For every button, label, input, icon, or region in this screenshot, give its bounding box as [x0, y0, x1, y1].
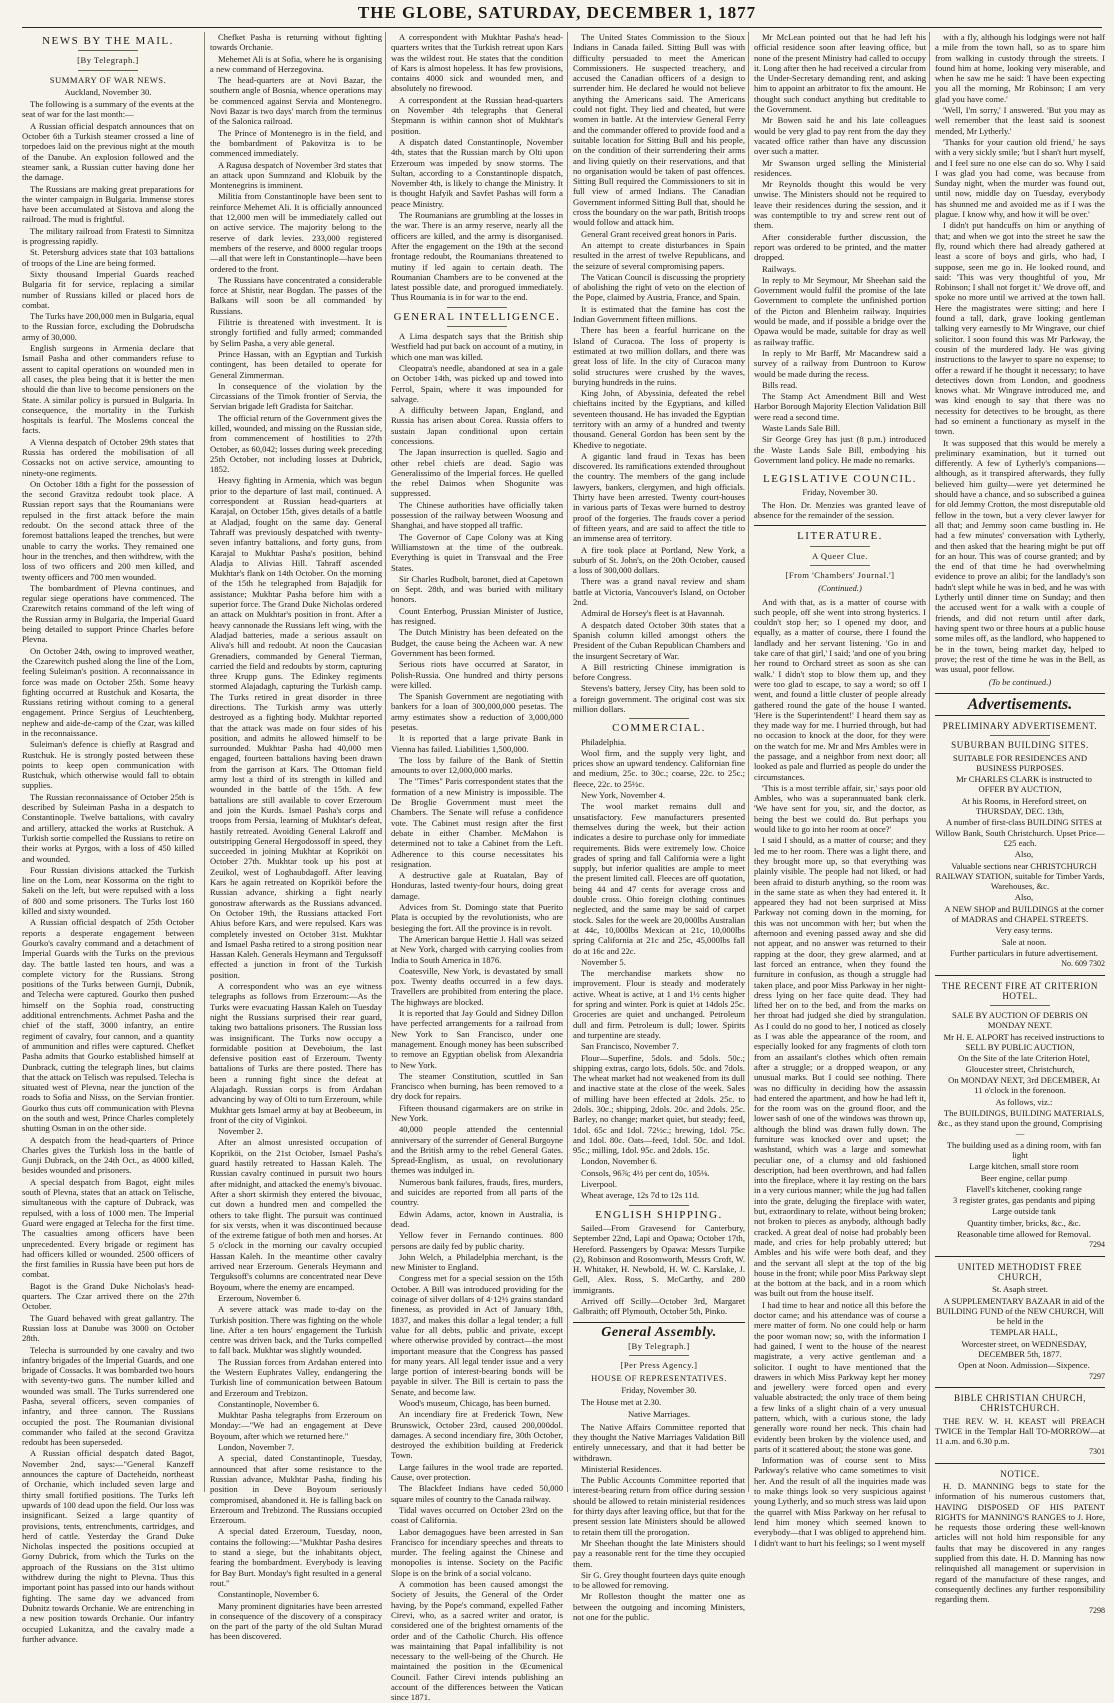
dateline: Auckland, November 30.: [64, 86, 152, 97]
paragraph: The United States Commission to the Sioux Indians in Canada failed. Sitting Bull was with difficulty persuaded to meet the American Commissioners. He suspected treachery, and accused the Canadian officers of a design to surrender him. He declared he would not believe anything the Americans said. The Americans could not fight. They lied and cheated, but were women in battle. At the interview General Ferry and the commander offered to provide food and a suitable location for Sitting Bull and his people, on the condition of their surrendering their arms and living quietly on their reservations, and that no organisation would be taken of past offences. Sitting Bull required the Commissioners to sit in full view of armed Indians. The Canadian Government informed Sitting Bull that, should he cross the boundary on the war path, British troops would follow and attack him.: [573, 32, 745, 228]
paragraph: Open at Noon. Admission—Sixpence.: [958, 1360, 1090, 1371]
paragraph: On October 18th a fight for the possession of the second Gravitza redoubt took place. A Russian report says that the Roumanians were repulsed in the first attack before the main redoubt. On the second attack three of the foremost battalions leaped the trenches, but were unable to carry the works. They remained one hour in the trenches, and then withdrew, with the loss of two officers and 200 men killed, and twenty officers and 700 men wounded.: [22, 478, 194, 582]
paragraph: Wood's museum, Chicago, has been burned.: [399, 1398, 551, 1408]
paragraph: The Prince of Montenegro is in the field, and the bombardment of Pakovitza is to be commenced immediately.: [210, 127, 382, 159]
paragraph: It was supposed that this would be merely a preliminary examination, but it turned out differently. A few of Lytherly's companions—although, as it transpired afterwards, they fully believed him guilty—were yet determined he should have a chance, and so subscribed a guinea for old Jemmy Crotton, the most disreputable old fellow in the town, but a very clever lawyer for all that; and Jemmy soon came bustling in. He had a few minutes' conversation with Lytherly, and then asked that the hearing might be put off for an hour. This was of course granted; and by the end of that time he had overwhelming evidence to prove an alibi; for the landlady's son hadn't slept while he was in bed, and he was with Lytherly until dinner time on Sunday; and then the accused went for a walk with a couple of friends, and did not return until after dark, having spent two or three hours at a public house some miles off, as the landlord, who happened to be in the town, being market day, helped to prove; the rest of the time he was in the Bell, as was usual, poor fellow.: [935, 437, 1105, 675]
paragraph: The official return of the Government gives the killed, wounded, and missing on the Russian side, from commencement of hostilities to 27th October, as 60,042; losses during week preceding 25th October, not including losses at Dubrick, 1852.: [210, 412, 382, 475]
paragraph: The American barque Hettie J. Hall was seized at New York, charged with carrying coolies from India to South America in 1876.: [391, 933, 563, 965]
column-5: [748, 32, 926, 1548]
divider: [629, 1205, 689, 1206]
paragraph: Worcester street, on WEDNESDAY, DECEMBER 5th, 1877.: [961, 1338, 1087, 1360]
divider: [990, 735, 1050, 736]
paragraph: Flavell's kitchener, cooking range: [966, 1183, 1082, 1194]
paragraph: 3 register grates, gas pendants and piping: [953, 1195, 1095, 1206]
paragraph: I said I should, as a matter of course; and they led me to her room. There was a light there, and they brought more up, so that everything was plainly visible. The people had not liked, or had been afraid to disturb anything, so the room was in the same state as when they had entered it. It appeared they had not been surprised at Miss Parkway not coming down in the morning, for this was not uncommon with her; but when the afternoon and evening passed away and she did not appear, and no answer was returned to their rapping at the door, they grew alarmed, and at last forced an entrance, when they found the furniture in confusion, as though a struggle had taken place, and poor Miss Parkway in her night-dress lying on her face quite dead. They had lifted her on to the bed, and from the marks on her throat had judged she died by strangulation. As I could do no good to her, I noticed as closely as I was able the appearance of the room, and especially looked for any fragments of cloth torn from an assailant's clothes which often remain after a struggle; or a dropped weapon, or any unusual marks. But I could see nothing. There was no difficulty in deciding how the assassin had entered the apartment, and how he had left it, for the room was on the ground floor, and the lower sash of one of the windows was thrown up, although the blind was drawn fully down. The furniture was knocked over and upset; the washstand, which was a large and somewhat peculiar one, of a clumsy and old fashioned description, had been overthrown, and had fallen into the fireplace, where it lay resting on the bars in a very curious manner; while the jug had fallen into the grate, deluging the fireplace with water, but, extraordinary to relate, without being broken; not broken to pieces as anybody, although badly cracked. A great deal of noise had probably been made, and cries for help probably uttered; but Ambles and his wife were both deaf, and they and the servant all slept at the top of the big house in the front; while poor Miss Parkway slept at the bottom at the back, and in a room which was built out from the house itself.: [754, 835, 926, 1299]
paragraph: Militia from Constantinople have been sent to reinforce Mehemet Ali. It is officially announced that 12,000 men will be immediately called out on active service. The majority belong to the reserve of dark levies. 233,000 registered members of the reserve, and 8000 regular troops—all that were left in Constantinople—have been ordered to the front.: [210, 191, 382, 274]
paragraph: Advices from St. Domingo state that Puerito Plata is occupied by the revolutionists, who are besieging the fort. All the province is in revolt.: [391, 902, 563, 933]
article-body: [22, 99, 194, 1644]
paragraph: The Russian forces from Ardahan entered into the Western Euphrates Valley, endangering the Turkish line of communication between Batoum and Erzeroum and Trebizon.: [210, 1356, 382, 1398]
paragraph: General Grant received great honors in Paris.: [581, 228, 737, 239]
paragraph: The Chinese authorities have officially taken possession of the railway between Woosung and Shanghai, and have stopped all traffic.: [391, 499, 563, 531]
paragraph: Large kitchen, small store room: [969, 1161, 1079, 1172]
paragraph: Flour—Superfine, 5dols. and 5dols. 50c.; shipping extras, cargo lots, 6dols. 50c. and 7dols. The wheat market had not weakened from its dull and inactive state at the close of the week. Sales of milling have been effected at 2dols. 25c. to 2dols. 30c.; shipping, 2dols. 20c. and 2dols. 25c. Barley, no change; market quiet, but steady; feed, 1dol. 65c and 1dol. 72½c.; brewing, 1dol. 75c. and 1dol. 80c. Oats—feed, 1dol. 50c. and 1dol. 95c.; milling, 1dol. 95c. and 2dols. 15c.: [573, 1052, 745, 1156]
story-source: [From 'Chambers' Journal.']: [785, 569, 895, 580]
divider: [810, 546, 870, 547]
paragraph: November 2.: [218, 1126, 263, 1137]
advertisements-heading: Advertisements.: [967, 695, 1073, 713]
paragraph: The Spanish Government are negotiating with bankers for a loan of 300,000,000 pesetas. The army estimates show a reduction of 3,000,000 pesetas.: [391, 691, 563, 732]
column-1: [22, 32, 194, 1644]
paragraph: The Russians have concentrated a considerable force at Shistir, near Bogdan. The passes of the Balkans will soon be all commanded by Russians.: [210, 274, 382, 316]
ad-body: [935, 774, 1105, 958]
paragraph: Also,: [1014, 849, 1034, 860]
divider: [629, 718, 689, 719]
paragraph: Sixty thousand Imperial Guards reached Bulgaria fit for service, replacing a similar number of Russians killed or placed hors de combat.: [22, 268, 194, 310]
article-body: [391, 331, 563, 1703]
paragraph: The military railroad from Fratesti to Simnitza is progressing rapidly.: [22, 225, 194, 247]
paragraph: It is reported that a large private Bank in Vienna has failed. Liabilities 1,500,000.: [391, 733, 563, 754]
paragraph: After an almost unresisted occupation of Kopriköi, on the 21st October, Ismael Pasha's guard hastily retreated to Hassan Kaleh. The Russian cavalry continued in pursuit two hours after midnight, and attacked the enemy's bivouac. After a short skirmish they entered the bivouac, cut down a hundred men and compelled the others to take flight. The pursuit was continued for six versts, when it was discontinued because of the extreme fatigue of both men and horses. At 5 o'clock in the morning our cavalry occupied Hassan Kaleh. In the meantime other cavalry arrived near Erzeroum. Generals Heymann and Terguksoff's columns are concentrated near Deve Boyoum, where the enemy are encamped.: [210, 1137, 382, 1292]
ad-number: 7298: [1089, 1605, 1105, 1615]
ad-heading: PRELIMINARY ADVERTISEMENT.: [942, 721, 1098, 731]
ad-body: [935, 1032, 1105, 1240]
continued-label: (Continued.): [818, 583, 862, 594]
paragraph: Erzeroum, November 6.: [218, 1292, 302, 1303]
paragraph: Filitrie is threatened with investment. It is strongly fortified and fully armed; commanded by Selim Pasha, a very able general.: [210, 317, 382, 348]
paragraph: A correspondent who was an eye witness telegraphs as follows from Erzeroum:—As the Turks were evacuating Hassan Kaleh on Tuesday night the Russians surprised their rear guard, taking two battalions prisoners. The Russian loss was insignificant. The Turks now occupy a formidable position at Deveboium, the last defensive position east of Erzeroum. Twenty battalions of Turks are there posted. There has been a running fight since the defeat at Alajadagh. Russian corps is from Ardahan advancing by way of Olti to turn Erzeroum, while Mukhtar gets Ismael army at bay at Beobeeum, in front of the city of Viginkoi.: [210, 981, 382, 1125]
paragraph: Four Russian divisions attacked the Turkish line on the Lom, near Kossorma on the right to Sakeli on the left, but were repulsed with a loss of 800 and some prisoners. The Turks lost 160 killed and sixty wounded.: [22, 864, 194, 917]
masthead-title: THE GLOBE, SATURDAY, DECEMBER 1, 1877: [357, 3, 757, 22]
paragraph: Mr Rolleston thought the matter one as between the outgoing and incoming Ministers, not one for the public.: [573, 1591, 745, 1623]
newspaper-columns: [22, 32, 1105, 1703]
ad-title: SALE BY AUCTION OF DEBRIS ON MONDAY NEXT.: [952, 1010, 1088, 1031]
divider: [935, 975, 1105, 976]
to-be-continued: (To be continued.): [988, 677, 1052, 688]
paragraph: Cleopatra's needle, abandoned at sea in a gale on October 14th, was picked up and towed into Ferrol, Spain, where it was impounded for salvage.: [391, 362, 563, 404]
literature-heading: LITERATURE.: [797, 530, 883, 543]
divider: [810, 565, 870, 566]
paragraph: The Public Accounts Committee reported that interest-bearing return from office during session should be allowed to retain ministerial residences for thirty days after leaving office, but that for the present session late Ministers should be allowed to retain them till the prorogation.: [573, 1475, 745, 1537]
paragraph: Mr CHARLES CLARK is instructed to OFFER BY AUCTION,: [956, 774, 1092, 795]
house-date: Friday, November 30.: [621, 1384, 697, 1395]
paragraph: A commotion has been caused amongst the Society of Jesuits, the General of the Order having, by the Pope's command, expelled Father Cirevi, who, as a sacred writer and orator, is considered one of the brightest ornaments of the order and of the Catholic Church. His offence was maintaining that Papal infallibility is not necessary to the well-being of the Church. He maintained the position in the Œcumenical Council. Father Cirevi intends publishing an account of the differences between the Vatican since 1871.: [391, 1579, 563, 1703]
article-body: [391, 32, 563, 303]
paragraph: The head-quarters are at Novi Bazar, the southern angle of Bosnia, whence operations may be commenced against Servia and Montenegro. Novi Bazar is two days' march from the terminus of the Salonica railroad.: [210, 75, 382, 127]
paragraph: The BUILDINGS, BUILDING MATERIALS, &c., as they stand upon the ground, Comprising—: [937, 1107, 1105, 1139]
paragraph: A correspondent at the Russian head-quarters on November 4th telegraphs that General Stepmann is within cannon shot of Mukhtar's position.: [391, 94, 563, 136]
divider: [935, 715, 1105, 716]
paragraph: Sir Charles Rudbolt, baronet, died at Capetown on Sept. 28th, and was buried with military honors.: [391, 573, 563, 605]
paragraph: A Ragusa despatch of November 3rd states that an attack upon Sumnzand and Klobuik by the Montenegrins is imminent.: [210, 159, 382, 191]
ad-body: THE REV. W. H. KEAST will PREACH TWICE in the Templar Hall TO-MORROW—at 11 a.m. and 6.30 p.m.: [935, 1415, 1105, 1447]
paragraph: The wool market remains dull and unsatisfactory. Few manufacturers presented themselves during the week, but their action indicates a desire to purchase only for immediate requirements. Bids were extremely low. Choice grades of spring and fall California were a light supply, but inferior qualities are ample to meet the present limited call. Fleeces are off quotation, being 44 and 47 cents for average cross and double cross. Ohio foreign clothing continues neglected, and the same may be said of carpet stock. Sales for the week are 20,000lbs Australian at 44c, 10,000lbs Mexican at 21c, 10,000lbs spring California at 21c and 25c, 45,000lbs fall do at 16c and 22c.: [573, 801, 745, 956]
paragraph: Mr Reynolds thought this would be very unwise. The Ministers should not be required to leave their residences during the session, and it was contemptible to try and screw rent out of them.: [754, 179, 926, 231]
paragraph: Bills read.: [762, 379, 798, 390]
paragraph: A destructive gale at Ruatalan, Bay of Honduras, lasted twenty-four hours, doing great damage.: [391, 870, 563, 901]
paragraph: A gigantic land fraud in Texas has been discovered. Its ramifications extended throughout the country. The members of the gang include lawyers, bankers, clergymen, and high officials. Thirty have been arrested. Twenty court-houses in various parts of Texas were burned to destroy proof of the forgeries. The frauds cover a period of fifteen years, and are said to affect the title to an immense area of territory.: [573, 450, 745, 544]
news-by-mail-heading: NEWS BY THE MAIL.: [42, 35, 174, 47]
paragraph: 'This is a most terrible affair, sir,' says poor old Ambles, who was a superannuated bank clerk. 'We have sent for you, sir, and the doctor, as being the best we could do. But perhaps you would like to go into her room at once?': [754, 782, 926, 835]
paragraph: The Governor of Cape Colony was at King Williamstown at the time of the outbreak. Everything is quiet in Transvaal and the Free States.: [391, 531, 563, 573]
paragraph: Numerous bank failures, frauds, fires, murders, and suicides are reported from all parts of the country.: [391, 1176, 563, 1208]
divider: [629, 1355, 689, 1356]
paragraph: An incendiary fire at Frederick Town, New Brunswick, October 23rd, caused 200,000dol. damages. A second incendiary fire, 30th October, destroyed the exhibition building at Frederick Town.: [391, 1409, 563, 1461]
ad-body: H. D. MANNING begs to state for the information of his numerous customers that, HAVING DISPOSED OF HIS PATENT RIGHTS for MANNING'S RANGES to J. Hore, he requests those ordering these well-known articles will not hold him responsible for any faults that may be discovered in any ranges supplied from this date. H. D. Manning has now relinquished all management or supervision in regard of the manufacture of these ranges, and consequently declines any further responsibility regarding them.: [935, 1481, 1105, 1605]
paragraph: There was a grand naval review and sham battle at Victoria, Vancouver's Island, on October 2nd.: [573, 576, 745, 608]
paragraph: Admiral de Horsey's fleet is at Havannah.: [581, 608, 725, 619]
paragraph: A number of first-class BUILDING SITES at Willow Bank, South Christchurch. Upset Price—£25 each.: [935, 817, 1105, 848]
paragraph: An attempt to create disturbances in Spain resulted in the arrest of twelve Republicans, and the seizure of several compromising papers.: [573, 239, 745, 271]
ad-heading: BIBLE CHRISTIAN CHURCH, CHRISTCHURCH.: [953, 1392, 1087, 1414]
paragraph: Suleiman's defence is chiefly at Rasgrad and Rustchuk. He is strongly posted between these points to keep open communication with Rustchuk, which otherwise would fall to obtain supplies.: [22, 739, 194, 791]
article-body: [573, 32, 745, 714]
paragraph: Chefket Pasha is returning without fighting towards Orchanie.: [210, 32, 382, 53]
paragraph: A Bill restricting Chinese immigration is before Congress.: [573, 661, 745, 683]
paragraph: I had time to hear and notice all this before the doctor came; and his attendance was of course a mere matter of form. No one could help or harm the poor woman now; so, with the information I had gained, I went to the house of the nearest magistrate, a very active gentleman and a solicitor. I ought to have mentioned that the drawers in which Miss Parkway kept her money and jewellery were forced open and every valuable abstracted; the only trace of them being a few links of a slight chain of a very unusual pattern, which, with a curious stone, the lady generally wore round her neck. This chain had evidently been broken by the violence used, and parts of it scattered about; the stone was gone.: [754, 1299, 926, 1454]
paragraph: with a fly, although his lodgings were not half a mile from the town hall, so as to spare him from walking in custody through the streets. I found him at home, looking very miserable, and when he saw me he said: 'I have been expecting you all the morning, Mr Robinson; I am very glad you have come.': [935, 32, 1105, 104]
paragraph: Many prominent dignitaries have been arrested in consequence of the discovery of a conspiracy on the part of the party of the old Sultan Murad has been discovered.: [210, 1600, 382, 1642]
divider: [754, 525, 926, 526]
paragraph: A difficulty between Japan, England, and Russia has arisen about Corea. Russia offers to sustain Japan conditional upon certain concessions.: [391, 405, 563, 446]
paragraph: Sale at noon.: [1001, 936, 1047, 947]
paragraph: And with that, as is a matter of course with such people, off she went into strong hysterics. I couldn't stop her; so I opened my door, and equally, as a matter of course, there I found the landlady and her servant listening. 'Go in and take care of that girl,' I said; 'and one of you bring her round to Orchard street as soon as she can walk.' I didn't stop to blow them up, and they were too glad to escape, to say a word; so off I went, and found a little cluster of people already gathered round the gate of the house I wanted. 'Here is the Superintendent!' I heard them say as they made way for me. I hurried through, but had no occasion to knock at the door, for they were on the watch for me. Mr and Mrs Ambles were in the passage, and a neighbor from next door; all looked as pale and flurried as people do under the circumstances.: [754, 596, 926, 782]
ad-number: No. 609 7302: [1061, 959, 1105, 969]
paragraph: 'Thanks for your caution old friend,' he says with a very sickly smile; 'but I shan't hurt myself, and I feel sure no one else can do so. Why I said I was glad you had come, was because from Sunday night, when the murder was found out, until now, middle day on Tuesday, everybody has shunned me and avoided me as if I was the plague. I know why, and how it will be over.': [935, 136, 1105, 220]
paragraph: Ministerial Residences.: [581, 1463, 662, 1474]
paragraph: Wheat average, 12s 7d to 12s 11d.: [581, 1190, 700, 1201]
paragraph: Wool firm, and the supply very light, and prices show an upward tendency. Californian fine and medium, 25c. to 30c.; coarse, 22c. to 25c.; fleece, 22c. to 25½c.: [573, 747, 745, 789]
divider: [78, 70, 138, 71]
paragraph: A special despatch from Bagot, eight miles south of Plevna, states that an attack on Telische, simultaneous with the capture of Dubrack, was repulsed, with a loss of 1000 men. The Imperial Guard were engaged at Telecha for the first time. The casualties among officers have been unprecedented. Every brigade or regiment has had officers killed or wounded. 2500 officers of the first families in Russia have been put hors de combat.: [22, 1176, 194, 1280]
paragraph: The Russian reconnaissance of October 25th is described by Suleiman Pasha in a despatch to Constantinople. Twelve battalions, with cavalry and artillery, attacked the works at Rustchuk. A Turkish sortie compelled the Russians to retire on their works at Pyrgos, with a loss of 450 killed and wounded.: [22, 791, 194, 864]
paragraph: Tidal waves occurred on October 23rd on the coast of California.: [391, 1504, 563, 1526]
paragraph: Information was of course sent to Miss Parkway's relative who came sometimes to visit her. And the result of all the inquiries made was to make things look so very suspicious against young Lytherly, and so much stress was laid upon the quarrel with Miss Parkway on her refusal to lend him money which seemed known to everybody—that I was obliged to apprehend him. I didn't want to hurt his feelings; so I went myself: [754, 1455, 926, 1548]
paragraph: A despatch dated October 30th states that a Spanish column killed amongst others the President of the Cuban Republican Chambers and the insurgent Secretary of War.: [573, 619, 745, 661]
paragraph: Serious riots have occurred at Sarator, in Polish-Russia. One hundred and thirty persons were killed.: [391, 659, 563, 690]
paragraph: Edwin Adams, actor, known in Australia, is dead.: [391, 1208, 563, 1229]
paragraph: A Russian official despatch announces that on October 6th a Turkish steamer crossed a line of torpedoes laid on the previous night at the mouth of the Danube. An explosion followed and the steamer sank, a Russian cutter having done her the damage.: [22, 120, 194, 183]
story-body: [754, 597, 926, 1548]
paragraph: It is reported that Jay Gould and Sidney Dillon have perfected arrangements for a railroad from New York to San Francisco, under one management. Enough money has been subscribed to remove an Egyptian obelisk from Alexandria to New York.: [391, 1008, 563, 1070]
paragraph: St. Petersburg advices state that 103 battalions of troops of the Line are being formed.: [22, 247, 194, 268]
paragraph: TEMPLAR HALL,: [990, 1327, 1058, 1338]
paragraph: The bombardment of Plevna continues, and regular siege operations have commenced. The Czarewitch retains command of the left wing of the Russian army in Bulgaria, the Imperial Guard being detailed to support Prince Charles before Plevna.: [22, 582, 194, 645]
paragraph: Coatesville, New York, is devastated by small pox. Twenty deaths occurred in a few days. Travellers are prohibited from entering the place. The highways are blocked.: [391, 965, 563, 1007]
paragraph: Very easy terms.: [995, 925, 1053, 936]
paragraph: The following is a summary of the events at the seat of war for the last month:—: [22, 99, 194, 120]
divider: [447, 307, 507, 308]
council-date: Friday, November 30.: [802, 487, 878, 498]
paragraph: In reply to Mr Barff, Mr Macandrew said a survey of a railway from Duntroon to Kurow would be made during the recess.: [754, 347, 926, 379]
paragraph: Heavy fighting in Armenia, which was begun prior to the departure of last mail, continued. A correspondent at Russian head-quarters at Karajal, on October 15th, gives details of a battle at Aladjad, fought on the same day. General Tahraff was previously despatched with twenty-seven infantry battalions, and forty guns, from Karajal to Mukhtar Pasha's position, behind Aladja to Alivias Hill. Tahraff ascended Mukhtar's flank on 14th October. On the morning of the 15th he telegraphed from Bajadjik for assistance; Mukhtar Pasha before him with a superior force. The Grand Duke Nicholas ordered an attack on Mukhtar's position in front. After a heavy cannonade the Russians left wing, with the Aladjad batteries, made a serious assault on Aliva's hill and redoubt. At noon the Caucasian Grenadiers, commanded by General Tierman, carried the field and redoubts by storm, capturing three Krupp guns. The Edinkey regiments stormed Alajadagh, capturing the Turkish camp. The Turks retired in great disorder in three directions. The Turkish army was utterly destroyed as a fighting body. Mukhtar reported that the attack was made on four sides of his position, and admits he allowed himself to be surrounded. Mukhtar Pasha had 40,000 men engaged, fourteen battalions having been drawn from the garrison at Kars. The Ottoman field army lost a third of its strength in killed and wounded in the battle of the 15th. A few battalions are still available to cover Erzeroum and join the Kurds. Ismael Pasha's corps and troops from Persia, learning of Mukhtar's defeat, hastily retreated. Avoiding General Lakroff and outstripping General Hergodossoff in speed, they succeeded in joining Mukhtar at Kopriköi on October 27th. Mukhtar took up his post at Zeuikol, west of Loghaubdagoff. After leaving Kars he again retreated on Kopriköi before the Russian advance, shirking a fight nearly gonostraw afterwards as the Russians advanced. On October 19th, the Russians attacked Fort Ahius before Kars, and were repulsed. Kars was completely invested on October 31st. Mukhtar and Ismael Pasha retired to a strong position near Hassan Kaleh. Generals Heymann and Terguksoff effected a junction in front of the Turkish position.: [210, 475, 382, 980]
divider: [935, 1387, 1105, 1388]
paragraph: Beer engine, cellar pump: [980, 1172, 1068, 1183]
paragraph: London, November 6.: [581, 1156, 657, 1167]
paragraph: English surgeons in Armenia declare that Ismail Pasha and other commanders refuse to assent to capital operations on wounded men in all cases, the plea being that it is better the men should die than live to become pensioners on the State. A similar policy is pursued in Bulgaria. In consequence, the mortality in the Turkish hospitals is fearful. The Moslems conceal the facts.: [22, 343, 194, 436]
paragraph: Consols, 96⅞; 4½ per cent do, 105⅛.: [581, 1167, 710, 1178]
paragraph: Railways.: [762, 263, 797, 274]
paragraph: The Russians are making great preparations for the winter campaign in Bulgaria. Immense stores have been accumulated at Sistova and along the railroad. The mud is frightful.: [22, 183, 194, 225]
column-4: [567, 32, 745, 1623]
paragraph: The building used as a dining room, with fan light: [946, 1139, 1102, 1160]
story-title: A Queer Clue.: [812, 550, 868, 561]
paragraph: Large failures in the wool trade are reported. Cause, over protection.: [391, 1461, 563, 1483]
article-body: [210, 32, 382, 1642]
paragraph: The loss by failure of the Bank of Stettin amounts to over 12,000,000 marks.: [391, 754, 563, 776]
paragraph: Yellow fever in Fernando continues. 800 persons are daily fed by public charity.: [391, 1230, 563, 1251]
paragraph: In reply to Mr Seymour, Mr Sheehan said the Government would fulfil the promise of the late Government to complete the unfinished portion of the Picton and Blenheim railway. Inquiries would be made, and if possible a bridge over the Opawa would be made, suitable for dray as well as railway traffic.: [754, 274, 926, 347]
paragraph: Large outside tank: [992, 1206, 1056, 1217]
paragraph: Liverpool.: [581, 1179, 618, 1190]
paragraph: Reasonable time allowed for Removal.: [957, 1229, 1091, 1240]
paragraph: After considerable further discussion, the report was ordered to be printed, and the matter dropped.: [754, 231, 926, 263]
paragraph: Stevens's battery, Jersey City, has been sold to a foreign government. The original cost was six million dollars.: [573, 683, 745, 714]
ad-number: 7301: [1089, 1447, 1105, 1457]
commercial-heading: COMMERCIAL.: [612, 722, 706, 735]
paragraph: In consequence of the violation by the Circassians of the Timok frontier of Servia, the Servian brigade left Gradista for Saitchar.: [210, 380, 382, 412]
paragraph: A correspondent with Mukhtar Pasha's head-quarters writes that the Turkish retreat upon Kars was the wildest rout. He states that the condition of Kars is almost hopeless. It has few provisions, contains 4000 sick and wounded men, and absolutely no firewood.: [391, 32, 563, 94]
paragraph: A dispatch dated Constantinople, November 4th, states that the Russian march by Olti upon Erzeroum was impeded by snow storms. The Sultan, according to a Constantinople dispatch, November 4th, is likely to change the Ministry. It is thought Hafyik and Savfet Pashas will form a peace Ministry.: [391, 136, 563, 209]
paragraph: Constantinople, November 6.: [218, 1398, 320, 1409]
ad-number: 7297: [1089, 1371, 1105, 1381]
paragraph: The Turks have 200,000 men in Bulgaria, equal to the Russian force, excluding the Dobrudscha army of 30,000.: [22, 311, 194, 342]
ad-body: [935, 1296, 1105, 1371]
paragraph: Prince Hassan, with an Egyptian and Turkish contingent, has been detailed to operate for General Zimmerman.: [210, 348, 382, 380]
ad-heading: THE RECENT FIRE AT CRITERION HOTEL.: [942, 980, 1098, 1001]
paragraph: Mr H. E. ALPORT has received instructions to SELL BY PUBLIC AUCTION,: [943, 1031, 1105, 1053]
house-heading: HOUSE OF REPRESENTATIVES.: [591, 1372, 727, 1383]
paragraph: The Japan insurrection is quelled. Sagio and other rebel chiefs are dead. Sagio was Generalissimo of the Imperial forces. He quelled the rebel Daimos when Shogunite was suppressed.: [391, 447, 563, 499]
legislative-council-heading: LEGISLATIVE COUNCIL.: [762, 473, 918, 486]
shipping-body: [573, 1223, 745, 1317]
masthead-rule: [22, 27, 1102, 28]
english-shipping-heading: ENGLISH SHIPPING.: [595, 1208, 723, 1221]
divider: [990, 1005, 1050, 1006]
paragraph: It is estimated that the famine has cost the Indian Government fifteen millions.: [573, 303, 745, 325]
paragraph: Also,: [1014, 892, 1034, 903]
paragraph: Sir George Grey has just (8 p.m.) introduced the Waste Lands Sale Bill, embodying his Government land policy. He made no remarks.: [754, 434, 926, 465]
column-3: [385, 32, 563, 1703]
paragraph: A Russian official despatch dated Bagot, November 2nd, says:—"General Kanzeff announces the capture of Dacteheidn, northeast of Orchanie, which included seven large and thirty small fortified positions. The Turks left upwards of 100 dead upon the field. Our loss was insignificant. Seized a large quantity of provisions, tents, entrenchments, cartridges, and herd of cattle. Yesterday the Grand Duke Nicholas inspected the positions occupied at Gorny Dubrick, from which the Turks on the approach of the Russians on the 31st ultimo withdrew during the night to Plevna. Thus this important point has passed into our hands without fighting. The same day we advanced from Dubnitz towards Orchanie. We are entrenching in a new position towards Orchanie. Our infantry occupied Lukanitza, and the cavalry made a further advance.: [22, 1448, 194, 1644]
paragraph: November 5.: [581, 956, 626, 967]
house-time: The House met at 2.30.: [581, 1397, 662, 1408]
column-2: [204, 32, 382, 1642]
house-body: [573, 1422, 745, 1623]
native-marriages-heading: Native Marriages.: [627, 1409, 691, 1420]
divider: [573, 1322, 745, 1323]
paragraph: The Stamp Act Amendment Bill and West Harbor Borough Majority Election Validation Bill were read a second time.: [754, 391, 926, 422]
paragraph: King John, of Abyssinia, defeated the rebel chieftains incited by the Egyptians, and killed seventeen thousand. He has invaded the Egyptian territory with an army of a hundred and twenty thousand. General Gordon has been sent by the Khedive to negotiate.: [573, 388, 745, 450]
ad-number: 7294: [1089, 1240, 1105, 1250]
paragraph: There has been a fearful hurricane on the Island of Curacoa. The loss of property is estimated at two million dollars, and there was great loss of life. In the city of Curacoa many solid structures were crushed by the waves, burying hundreds in the ruins.: [573, 325, 745, 387]
paragraph: As follows, viz.:: [995, 1096, 1053, 1107]
paragraph: A Vienna despatch of October 29th states that Russia has ordered the mobilisation of all Cossacks not on active service, amounting to ninety-one regiments.: [22, 436, 194, 478]
paragraph: A despatch from the head-quarters of Prince Charles gives the Turkish loss in the battle of Gunji Dubrack, on the 24th Oct., as 4000 killed, besides wounded and prisoners.: [22, 1134, 194, 1176]
paragraph: A fire took place at Portland, New York, a suburb of St. John's, on the 20th October, caused a loss of 300,000 dollars.: [573, 544, 745, 576]
divider: [447, 326, 507, 327]
agency-line: [Per Press Agency.]: [620, 1360, 698, 1371]
paragraph: 40,000 people attended the centennial anniversary of the surrender of General Burgoyne and the British army to the rebel General Gates. Spread-Englism, as usual, on revolutionary themes was indulged in.: [391, 1124, 563, 1176]
paragraph: Constantinople, November 6.: [218, 1589, 320, 1600]
paragraph: Mr Bowen said he and his late colleagues would be very glad to pay rent from the day they vacated office rather than have any discussion over such a matter.: [754, 115, 926, 157]
paragraph: New York, November 4.: [581, 790, 666, 801]
paragraph: Mukhtar Pasha telegraphs from Erzeroum on Monday:—"We had an engagement at Deve Boyoum, after which we returned here.": [210, 1410, 382, 1441]
paragraph: On the Site of the late Criterion Hotel, Gloucester street, Christchurch,: [958, 1053, 1090, 1074]
divider: [935, 1463, 1105, 1464]
story-body: [935, 32, 1105, 674]
paragraph: On October 24th, owing to improved weather, the Czarewitch pushed along the line of the Lom, feeling Suleiman's position. A reconnaissance in force was made on October 25th. Some heavy fighting occurred at Rustchuk and Kosarta, the Russians retiring without coming to a general engagement. Prince Sergius of Leuchtenberg, nephew and aide-de-camp of the Czar, was killed in the reconnaissance.: [22, 645, 194, 738]
paragraph: The Guard behaved with great gallantry. The Russian loss at Danube was 3000 on October 28th.: [22, 1312, 194, 1344]
paragraph: I didn't put handcuffs on him or anything of that; and when we got into the street he saw the fly, round which there had already gathered at least a score of boys and girls, who had, I suppose, seen me go in. He looked round, and said: 'This was very thoughtful of you, Mr Robinson; I shall not forget it.' We drove off, and spoke no more until we arrived at the town hall. Here the magistrates were sitting; and here I found a tall, dark, grave looking gentleman talking very earnestly to Mr Wingrave, our chief solicitor. I soon found this was Mr Parkway, the cousin of the murdered lady. He was giving instructions to the lawyer to spare no expense; to offer a reward if he thought it necessary; to have detectives down from London, and goodness knows what. Mr Wingrave introduced me, and was kind enough to say that there was no necessity for detectives to be brought, as there had so eminent a functionary as myself in the town.: [935, 220, 1105, 437]
paragraph: Telecha is surrounded by one cavalry and two infantry brigades of the Imperial Guards, and one brigade of Cossacks. It was bombarded two hours with seventy-two guns. The number killed and wounded was small. The Turks surrendered one Pasha, several officers, seven companies of infantry, and three cannon. The Russians occupied the post. The Roumanian divisional commander who failed at the second Gravitza redoubt has been superseded.: [22, 1344, 194, 1448]
paragraph: The Vatican Council is discussing the propriety of abolishing the right of veto on the election of the Pope, claimed by Austria, France, and Spain.: [573, 271, 745, 303]
byline: [By Telegraph.]: [628, 1340, 690, 1351]
paragraph: Mr McLean pointed out that he had left his official residence soon after leaving office, but none of the present Ministry had called to occupy it. Long after then he had received a circular from the Under-Secretary demanding rent, and asking him to appoint an arbitrator to fix the amount. He thought such conduct anything but creditable to the Government.: [754, 32, 926, 115]
paragraph: Mr Sheehan thought the late Ministers should pay a reasonable rent for the time they occupied them.: [573, 1537, 745, 1569]
paragraph: Count Enterbog, Prussian Minister of Justice, has resigned.: [391, 605, 563, 627]
paragraph: Further particulars in future advertisement.: [950, 947, 1098, 958]
ad-subheading: St. Asaph street.: [992, 1284, 1048, 1295]
paragraph: Mr Swanson urged selling the Ministerial residences.: [754, 157, 926, 178]
divider: [810, 469, 870, 470]
paragraph: A NEW SHOP and BUILDINGS at the corner of MADRAS and CHAPEL STREETS.: [944, 903, 1104, 925]
paragraph: John Welch, a Philadelphia merchant, is the new Minister to England.: [391, 1251, 563, 1273]
paragraph: A severe attack was made to-day on the Turkish position. There was fighting on the whole line. After a ten hours' engagement the Turkish centre was driven back, and the Turks compelled to fall back. Mukhtar was slightly wounded.: [210, 1304, 382, 1356]
paragraph: Fifteen thousand cigarmakers are on strike in New York.: [391, 1102, 563, 1123]
divider: [935, 1256, 1105, 1257]
ad-heading: NOTICE.: [1000, 1468, 1040, 1479]
paragraph: The Dutch Ministry has been defeated on the Budget, the cause being the Acheen war. A new Government has been formed.: [391, 627, 563, 658]
paragraph: The Native Affairs Committee reported that they thought the Native Marriages Validation Bill entirely unnecessary, and that it had better be withdrawn.: [573, 1421, 745, 1463]
commercial-body: [573, 737, 745, 1201]
paragraph: A special dated Erzeroum, Tuesday, noon, contains the following:—"Mukhtar Pasha desires to stand a siege, but the inhabitants object, fearing the bombardment. Everybody is leaving for Bay Burt. Monday's fight resulted in a general rout.": [210, 1526, 382, 1588]
masthead: [0, 0, 1114, 26]
byline: [By Telegraph.]: [77, 55, 139, 66]
paragraph: Quantity timber, bricks, &c., &c.: [967, 1217, 1081, 1228]
column-6: [929, 32, 1105, 1615]
war-news-subheading: SUMMARY OF WAR NEWS.: [49, 74, 167, 85]
council-body: The Hon. Dr. Menzies was granted leave of absence for the remainder of the session.: [754, 499, 926, 521]
ad-title: SUBURBAN BUILDING SITES.: [951, 740, 1089, 751]
paragraph: A Russian official despatch of 25th October reports a desperate engagement between Gourko's cavalry command and a detachment of Imperial Guards with the Turks on the previous day. The battle lasted ten hours, and was a complete victory for the Russians. Strong positions of the Turks between Gurnji, Dubnik, and Telecha were captured. Gourko then pushed himself on the Sophia road, constructing additional entrenchments. Achmet Pasha and the chief of the staff, 3000 infantry, an entire regiment of cavalry, four cannon, and a quantity of ammunition and rifles were captured. Chefket Pasha admits that Gourko established himself at Dunbrack, cutting the telegraph lines, but claims that the attack on Telisch was repulsed. Telecha is situated west of Plevna, near the junction of the roads to Sofia and Nisss, on the Servian frontier. Gourko thus cuts off communication with Plevna on the south and west, Prince Charles completely shutting Osman in on the other side.: [22, 917, 194, 1134]
paragraph: Valuable sections near CHRISTCHURCH RAILWAY STATION, suitable for Timber Yards, Warehouses, &c.: [935, 860, 1105, 892]
paragraph: A Lima despatch says that the British ship Westfield had put back on account of a mutiny, in which one man was killed.: [391, 331, 563, 362]
paragraph: On MONDAY NEXT, 3rd DECEMBER, At 11 o'clock in the forenoon.: [948, 1074, 1100, 1096]
paragraph: The merchandise markets show no improvement. Flour is steady and moderately active. Wheat is active, at 1 and 1½ cents higher for spring and winter. Pork is quiet at 14dols 25c. Groceries are quiet and unchanged. Petroleum dull and firm. Petroleum is dull; lower. Spirits and turpentine are steady.: [573, 968, 745, 1040]
divider: [935, 693, 1105, 694]
paragraph: London, November 7.: [218, 1442, 294, 1453]
paragraph: Sir G. Grey thought fourteen days quite enough to be allowed for removing.: [573, 1569, 745, 1591]
paragraph: At his Rooms, in Hereford street, on THURSDAY, DEC. 13th,: [961, 795, 1087, 817]
general-intelligence-heading: GENERAL INTELLIGENCE.: [393, 310, 561, 323]
paragraph: Bagot is the Grand Duke Nicholas's head-quarters. The Czar arrived there on the 27th October.: [22, 1280, 194, 1312]
paragraph: The Roumanians are grumbling at the losses in the war. There is an army reserve, nearly all the officers are killed, and the army is disorganised. After the engagement on the 19th at the second frontage redoubt, the Roumanians threatened to mutiny if led again to certain death. The Roumanian Chambers are to be convened at the latest possible date, and prorogued immediately. Thus Roumania is in for war to the end.: [391, 210, 563, 303]
divider: [78, 50, 138, 51]
paragraph: Mehemet Ali is at Sofia, where he is organising a new command of Herzegovina.: [210, 53, 382, 74]
paragraph: 'Well, I'm sorry,' I answered. 'But you may as well remember that the least said is soonest mended, Mr Lytherly.': [935, 105, 1105, 136]
paragraph: Labor demagogues have been arrested in San Francisco for incendiary speeches and threats to murder. The feeling against the Chinese and monopolies is intense. Society on the Pacific Slope is on the brink of a social volcano.: [391, 1526, 563, 1578]
paragraph: The "Times" Paris correspondent states that the formation of a new Ministry is impossible. The De Broglie Government must meet the Chambers. The Senate will refuse a confidence vote. The Cabinet must resign after the first debate in either Chamber. McMahon is determined not to take a Cabinet from the Left. Adherence to this course necessitates his resignation.: [391, 776, 563, 869]
paragraph: San Francisco, November 7.: [581, 1041, 679, 1052]
paragraph: A SUPPLEMENTARY BAZAAR in aid of the BUILDING FUND of the NEW CHURCH, Will be held in the: [936, 1295, 1105, 1327]
paragraph: Arrived off Scilly—October 3rd, Margaret Galbraith; off Plymouth, October 5th, Pinko.: [573, 1296, 745, 1317]
ad-heading: UNITED METHODIST FREE CHURCH,: [957, 1261, 1083, 1282]
paragraph: Congress met for a special session on the 15th October. A Bill was introduced providing for the coinage of silver dollars of 4·12½ grains standard fineness, as provided in Act of January 18th, 1837, and makes this dollar a legal tender; a full value for all debts, public and private, except where otherwise provided by contract—the most important measure that the Congress has passed for many years. All legal tender issue and a very large portion of interest-bearing bonds will be payable in silver. The Bill is certain to pass the Senate, and become law.: [391, 1273, 563, 1397]
paragraph: A special, dated Constantinople, Tuesday, announced that after some resistance to the Russian advance, Mukhtar Pasha, finding his position in Deve Boyoum seriously compromised, abandoned it. He is falling back on Erzeroum and Trebizond. The Russians occupied Erzeroum.: [210, 1453, 382, 1526]
paragraph: Sailed—From Gravesend for Canterbury, September 22nd, Lapi and Opawa; October 17th, Hereford. Passengers by Opawa: Messrs Turpike (2), Robinson and Rosomworth, Messrs Croft, W. H. Whitaker, H. Newbold, H. W. C. Karslake, J. Gell, Alex. Ross, S. McCarthy, and 280 immigrants.: [573, 1222, 745, 1295]
article-body: [754, 32, 926, 465]
paragraph: The Blackfeet Indians have ceded 50,000 square miles of country to the Canada railway.: [391, 1483, 563, 1504]
paragraph: Waste Lands Sale Bill.: [762, 422, 841, 433]
paragraph: Philadelphia.: [581, 736, 627, 747]
general-assembly-heading: General Assembly.: [601, 1324, 717, 1340]
ad-subtitle: SUITABLE FOR RESIDENCES AND BUSINESS PURPOSES.: [952, 752, 1088, 773]
paragraph: The steamer Constitution, scuttled in San Francisco when burning, has been removed to a dry dock for repairs.: [391, 1070, 563, 1102]
